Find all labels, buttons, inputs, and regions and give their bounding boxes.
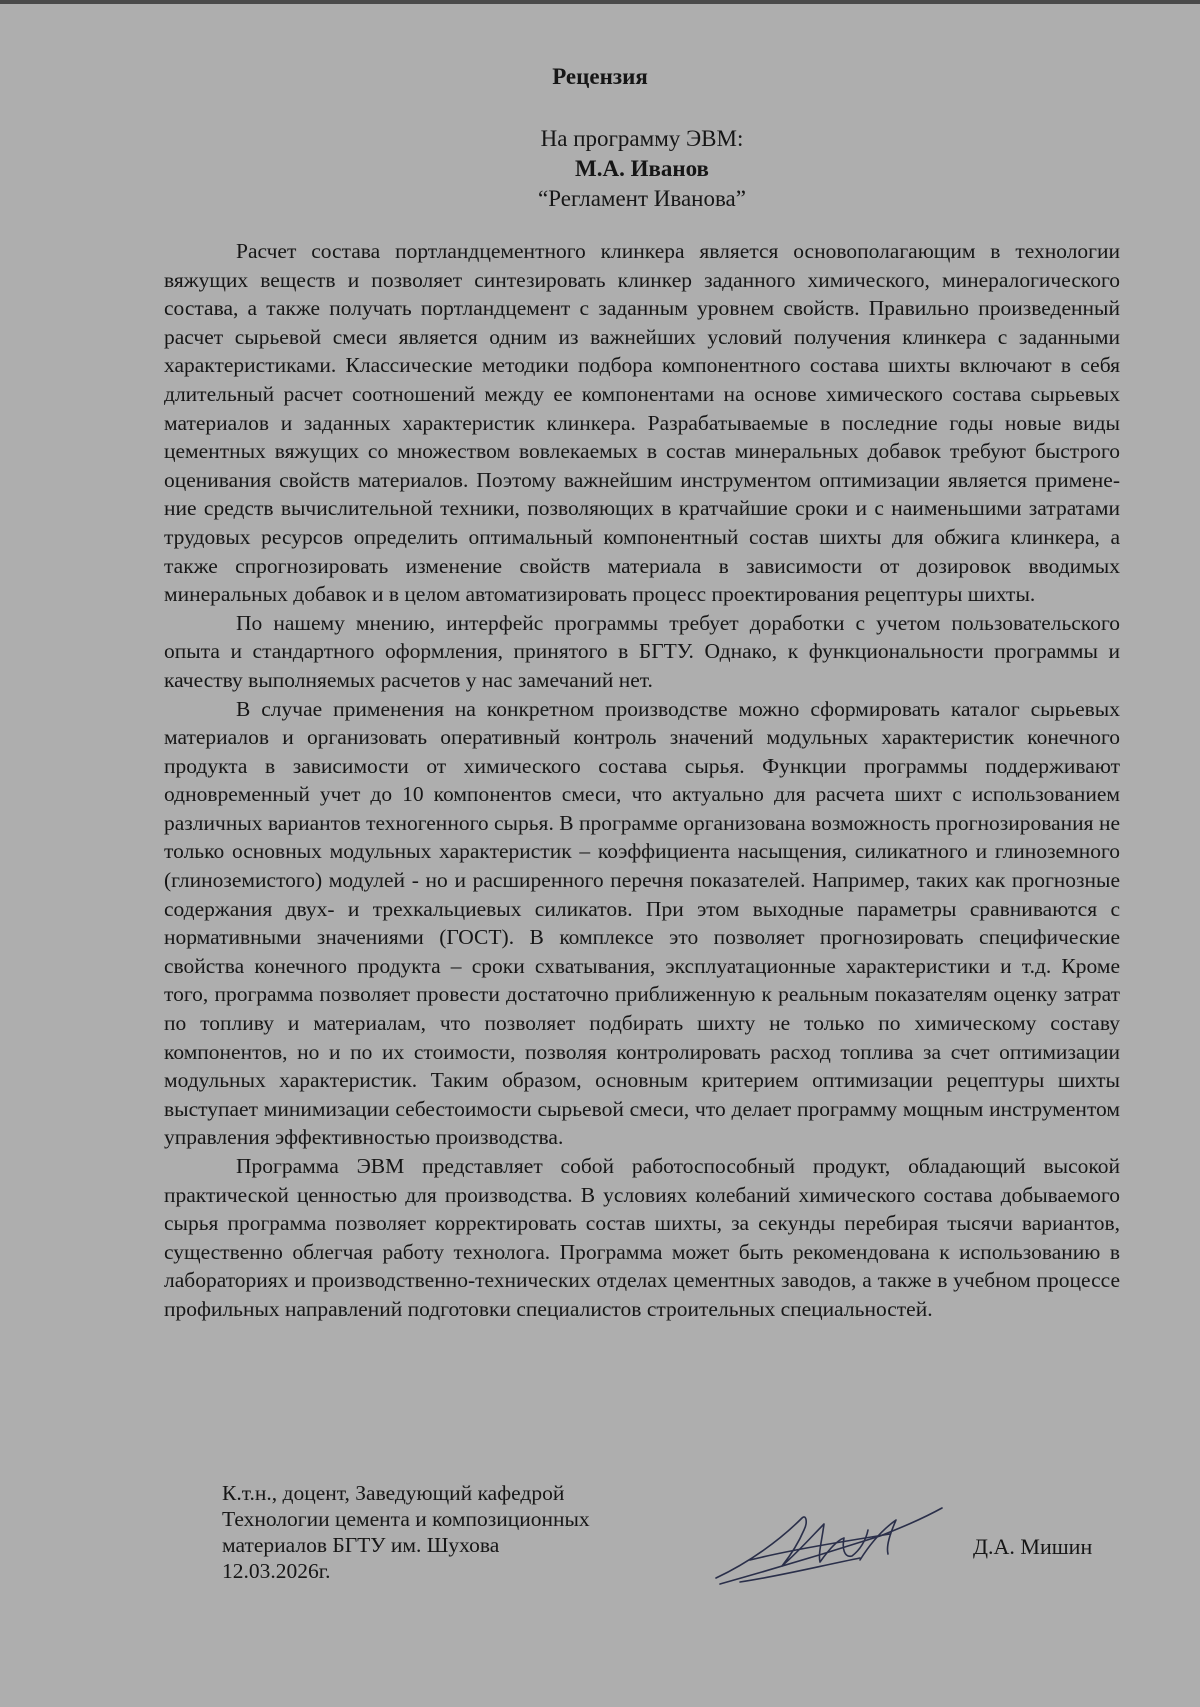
signatory-position: К.т.н., доцент, Заведующий кафедрой	[222, 1481, 565, 1505]
paragraph: Расчет состава портландцементного клинкера является основополагающим в технологии вяжущих веществ и позволяет синтезировать клинкер заданного химического, минералогического состава, а также получать портландцемент с заданным уровнем свойств. Правильно произведенный расчет сырьевой смеси является одним из важнейших условий получения клинкера с заданными характеристиками. Классические методики подбора компонентного состава шихты включают в себя длительный расчет соотношений между ее компонентами на основе химического состава сырьевых материалов и заданных характеристик клинкера. Разрабатываемые в последние годы новые виды цементных вяжущих со множеством вовлекаемых в состав минеральных добавок требуют быстрого оценивания свойств материалов. Поэтому важнейшим инструментом оптимизации является применение средств вычислительной техники, позволяющих в кратчайшие сроки и с наименьшими затратами трудовых ресурсов определить оптимальный компонентный состав шихты для обжига клинкера, а также спрогнозировать изменение свойств материала в зависимости от дозировок вводимых минеральных добавок и в целом автоматизировать процесс проектирования рецептуры шихты.	[164, 239, 1120, 607]
signatory-name: Д.А. Мишин	[973, 1534, 1093, 1559]
paragraph: По нашему мнению, интерфейс программы требует доработки с учетом пользовательского опыта и стандартного оформления, принятого в БГТУ. Однако, к функциональности программы и качеству выполняемых расчетов у нас замечаний нет.	[164, 610, 1120, 692]
signature-date: 12.03.2026г.	[222, 1559, 331, 1583]
subject-line: На программу ЭВМ:	[540, 126, 744, 151]
program-name: “Регламент Иванова”	[538, 186, 746, 211]
document-title: Рецензия	[552, 64, 648, 89]
document-header	[0, 124, 1200, 214]
signatory-organization: материалов БГТУ им. Шухова	[222, 1533, 500, 1557]
handwritten-signature	[710, 1500, 950, 1590]
paragraph: В случае применения на конкретном производстве можно сформировать каталог сырьевых материалов и организовать оперативный контроль значений модульных характеристик конечного продукта в зависимости от химического состава сырья. Функции программы поддерживают одновременный учет до 10 компонентов смеси, что актуально для расчета шихт с использованием различных вариантов техногенного сырья. В программе организована возможность прогнозирования не только основных модульных характеристик – коэффициента насыщения, силикатного и глиноземного (глиноземистого) модулей - но и расширенного перечня показателей. Например, таких как прогнозные содержания двух- и трехкальциевых силикатов. При этом выходные параметры сравниваются с нормативными значениями (ГОСТ). В комплексе это позволяет прогнозировать специфические свойства конечного продукта – сроки схватывания, эксплуатационные характеристики и т.д. Кроме того, программа позволяет провести достаточно приближенную к реальным показателям оценку затрат по топливу и материалам, что позволяет подбирать шихту не только по химическому составу компонентов, но и по их стоимости, позволяя контролировать расход топлива за счет оптимизации модульных характеристик. Таким образом, основным критерием оптимизации рецептуры шихты выступает минимизации себестоимости сырьевой смеси, что делает программу мощным инструментом управления эффективностью производства.	[164, 696, 1120, 1150]
review-body	[164, 237, 1120, 1324]
signatory-department: Технологии цемента и композиционных	[222, 1507, 590, 1531]
paragraph: Программа ЭВМ представляет собой работоспособный продукт, обладающий высокой практической ценностью для производства. В условиях колебаний химического состава добываемого сырья программа позволяет корректировать состав шихты, за секунды перебирая тысячи вариантов, существенно облегчая работу технолога. Программа может быть рекомендована к использованию в лабораториях и производственно-технических отделах цементных заводов, а также в учебном процессе профильных направлений подготовки специалистов строительных специальностей.	[164, 1154, 1120, 1321]
program-author: М.А. Иванов	[575, 156, 709, 181]
signatory-block	[222, 1480, 590, 1584]
